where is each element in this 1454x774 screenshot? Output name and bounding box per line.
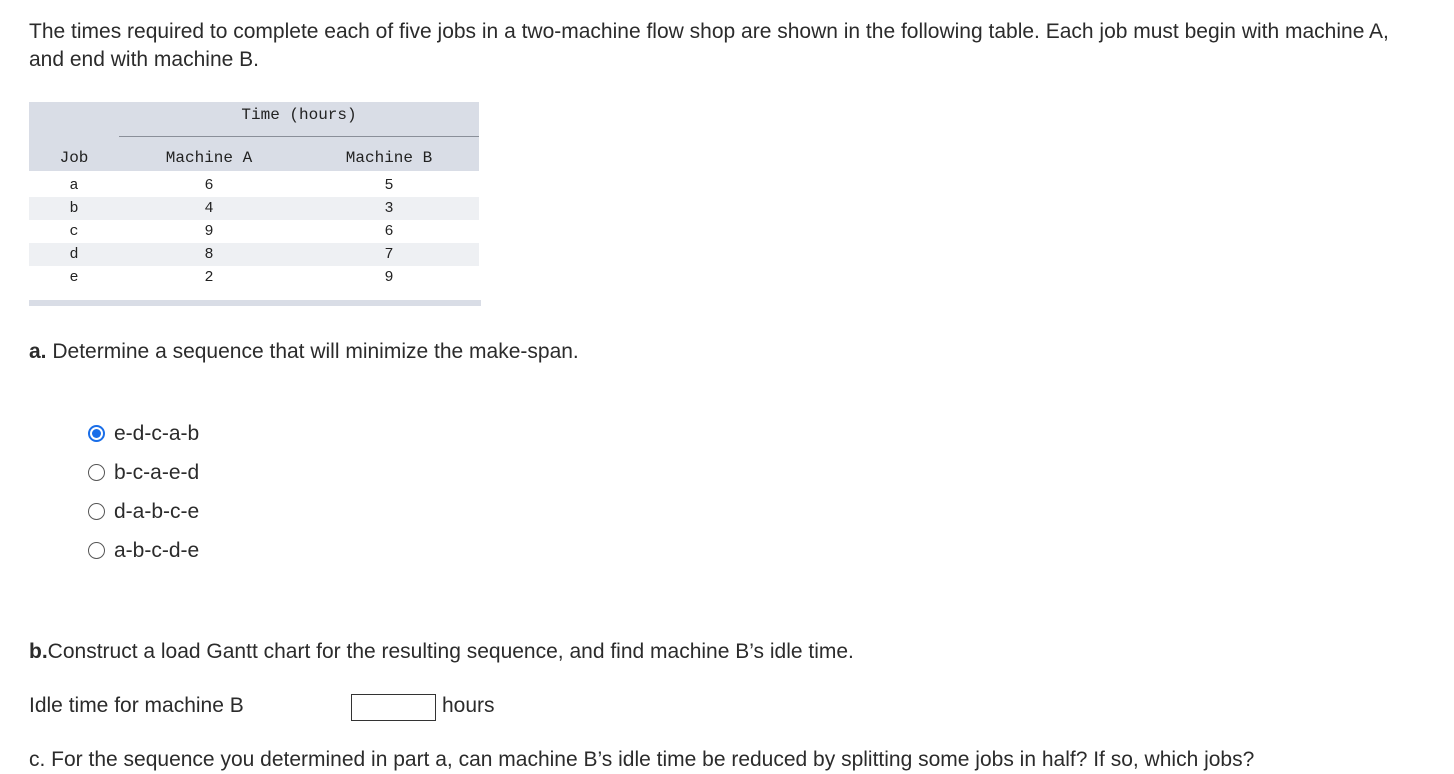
option-label: e-d-c-a-b bbox=[114, 421, 200, 445]
cell-machine-a: 9 bbox=[204, 223, 214, 240]
table-header bbox=[29, 102, 479, 171]
cell-job: c bbox=[69, 223, 79, 240]
option-label: d-a-b-c-e bbox=[114, 499, 200, 523]
cell-job: b bbox=[69, 200, 79, 217]
option-edcab[interactable] bbox=[88, 414, 199, 453]
question-c-text: c. For the sequence you determined in part a, can machine B’s idle time be reduced by splitting some jobs in half? If so, which jobs? bbox=[29, 748, 1255, 771]
col-header-machine-a: Machine A bbox=[165, 149, 253, 167]
truncated-question-c bbox=[29, 744, 1429, 771]
cell-machine-a: 8 bbox=[204, 246, 214, 263]
cell-machine-b: 6 bbox=[384, 223, 394, 240]
option-bcaed[interactable] bbox=[88, 453, 199, 492]
radio-unselected[interactable] bbox=[88, 542, 105, 559]
sequence-options bbox=[88, 414, 199, 570]
cell-machine-b: 9 bbox=[384, 269, 394, 286]
cell-machine-a: 4 bbox=[204, 200, 214, 217]
idle-time-unit: hours bbox=[442, 694, 495, 717]
question-a-label: a. bbox=[29, 340, 47, 363]
question-b-label: b. bbox=[29, 640, 48, 663]
question-a bbox=[29, 338, 579, 366]
question-b-text: Construct a load Gantt chart for the resulting sequence, and find machine B’s idle time. bbox=[47, 640, 854, 663]
cell-job: d bbox=[69, 246, 79, 263]
table-row bbox=[29, 197, 479, 220]
idle-time-label: Idle time for machine B bbox=[29, 694, 244, 717]
job-times-table bbox=[29, 102, 481, 306]
cell-machine-b: 7 bbox=[384, 246, 394, 263]
table-row bbox=[29, 220, 479, 243]
radio-unselected[interactable] bbox=[88, 503, 105, 520]
col-header-machine-b: Machine B bbox=[345, 149, 433, 167]
option-label: a-b-c-d-e bbox=[114, 538, 200, 562]
table-row bbox=[29, 266, 479, 289]
table-row bbox=[29, 243, 479, 266]
radio-unselected[interactable] bbox=[88, 464, 105, 481]
idle-time-input[interactable] bbox=[351, 694, 436, 721]
option-label: b-c-a-e-d bbox=[114, 460, 200, 484]
radio-selected[interactable] bbox=[88, 425, 105, 442]
table-footer-bar bbox=[29, 300, 481, 306]
option-abcde[interactable] bbox=[88, 531, 199, 570]
problem-intro: The times required to complete each of five jobs in a two-machine flow shop are shown in the following table. Each job must begin with machine A, and end with machine B. bbox=[29, 20, 1389, 71]
cell-machine-a: 6 bbox=[204, 177, 214, 194]
table-row bbox=[29, 174, 479, 197]
option-dabce[interactable] bbox=[88, 492, 199, 531]
col-header-job: Job bbox=[59, 149, 89, 167]
cell-job: e bbox=[69, 269, 79, 286]
cell-machine-a: 2 bbox=[204, 269, 214, 286]
cell-machine-b: 3 bbox=[384, 200, 394, 217]
cell-machine-b: 5 bbox=[384, 177, 394, 194]
question-b bbox=[29, 638, 854, 666]
cell-job: a bbox=[69, 177, 79, 194]
question-a-text: Determine a sequence that will minimize the make-span. bbox=[52, 340, 579, 363]
time-group-header: Time (hours) bbox=[119, 104, 479, 137]
